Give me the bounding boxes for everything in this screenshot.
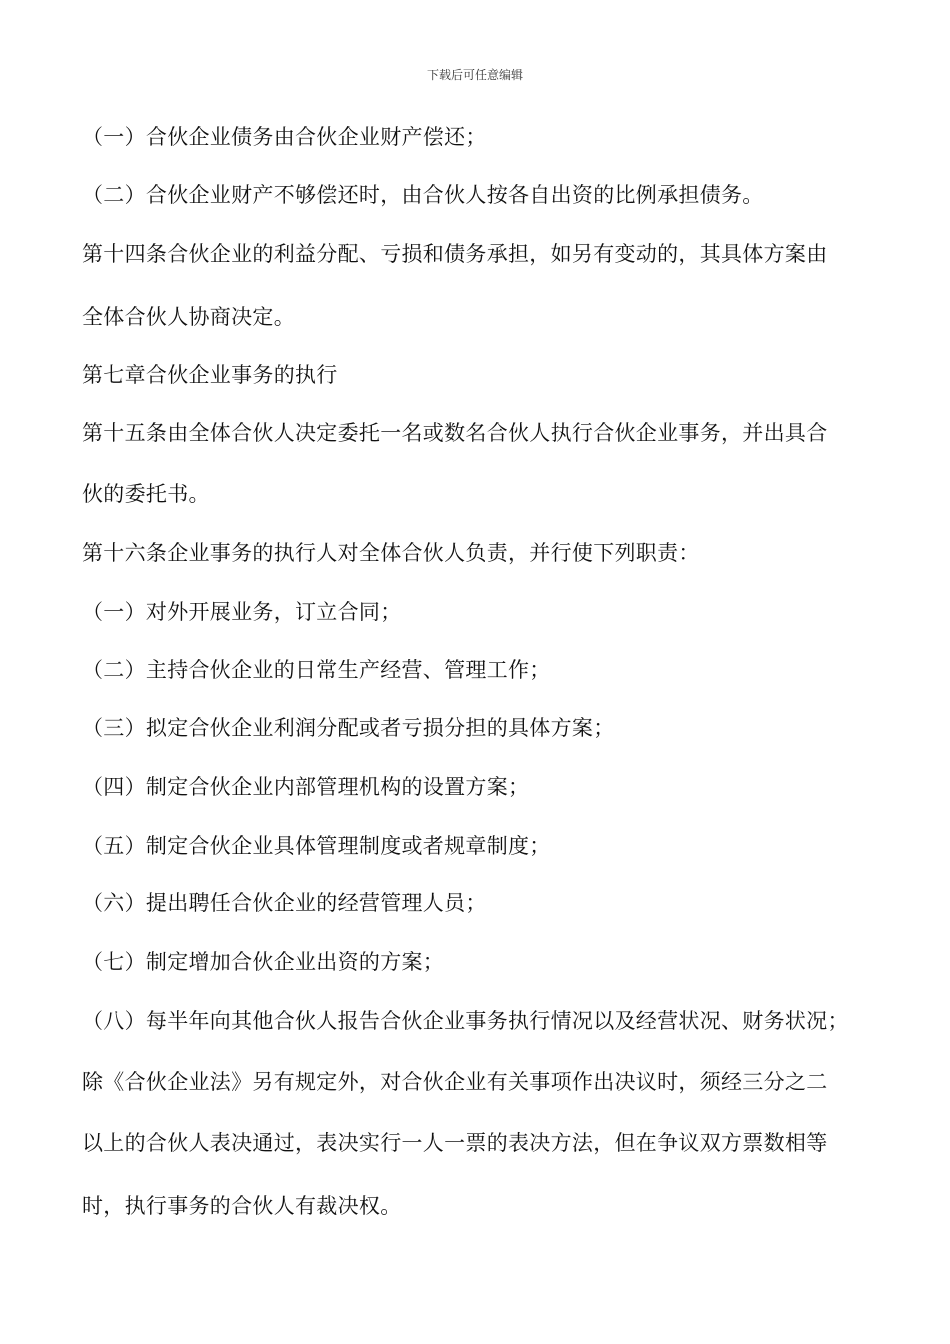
list-item: （四）制定合伙企业内部管理机构的设置方案；: [82, 775, 530, 799]
list-item: （一）对外开展业务，订立合同；: [82, 600, 402, 624]
paragraph-line: （二）合伙企业财产不够偿还时，由合伙人按各自出资的比例承担债务。: [82, 183, 764, 207]
list-item: （七）制定增加合伙企业出资的方案；: [82, 950, 445, 974]
list-item: （三）拟定合伙企业利润分配或者亏损分担的具体方案；: [82, 716, 615, 740]
paragraph-line: 除《合伙企业法》另有规定外，对合伙企业有关事项作出决议时，须经三分之二: [82, 1070, 828, 1094]
paragraph-line: 全体合伙人协商决定。: [82, 305, 295, 329]
paragraph-line: 时，执行事务的合伙人有裁决权。: [82, 1194, 402, 1218]
paragraph-line: 伙的委托书。: [82, 482, 210, 506]
paragraph-line: 第十四条合伙企业的利益分配、亏损和债务承担，如另有变动的，其具体方案由: [82, 242, 828, 266]
chapter-heading: 第七章合伙企业事务的执行: [82, 363, 338, 387]
paragraph-line: （一）合伙企业债务由合伙企业财产偿还；: [82, 125, 487, 149]
paragraph-line: 第十五条由全体合伙人决定委托一名或数名合伙人执行合伙企业事务，并出具合: [82, 421, 828, 445]
list-item: （二）主持合伙企业的日常生产经营、管理工作；: [82, 658, 551, 682]
list-item: （五）制定合伙企业具体管理制度或者规章制度；: [82, 834, 551, 858]
list-item: （六）提出聘任合伙企业的经营管理人员；: [82, 891, 487, 915]
list-item: （八）每半年向其他合伙人报告合伙企业事务执行情况以及经营状况、财务状况；: [82, 1009, 849, 1033]
paragraph-line: 以上的合伙人表决通过，表决实行一人一票的表决方法，但在争议双方票数相等: [82, 1131, 828, 1155]
paragraph-line: 第十六条企业事务的执行人对全体合伙人负责，并行使下列职责：: [82, 541, 700, 565]
page-header: 下载后可任意编辑: [426, 68, 523, 82]
